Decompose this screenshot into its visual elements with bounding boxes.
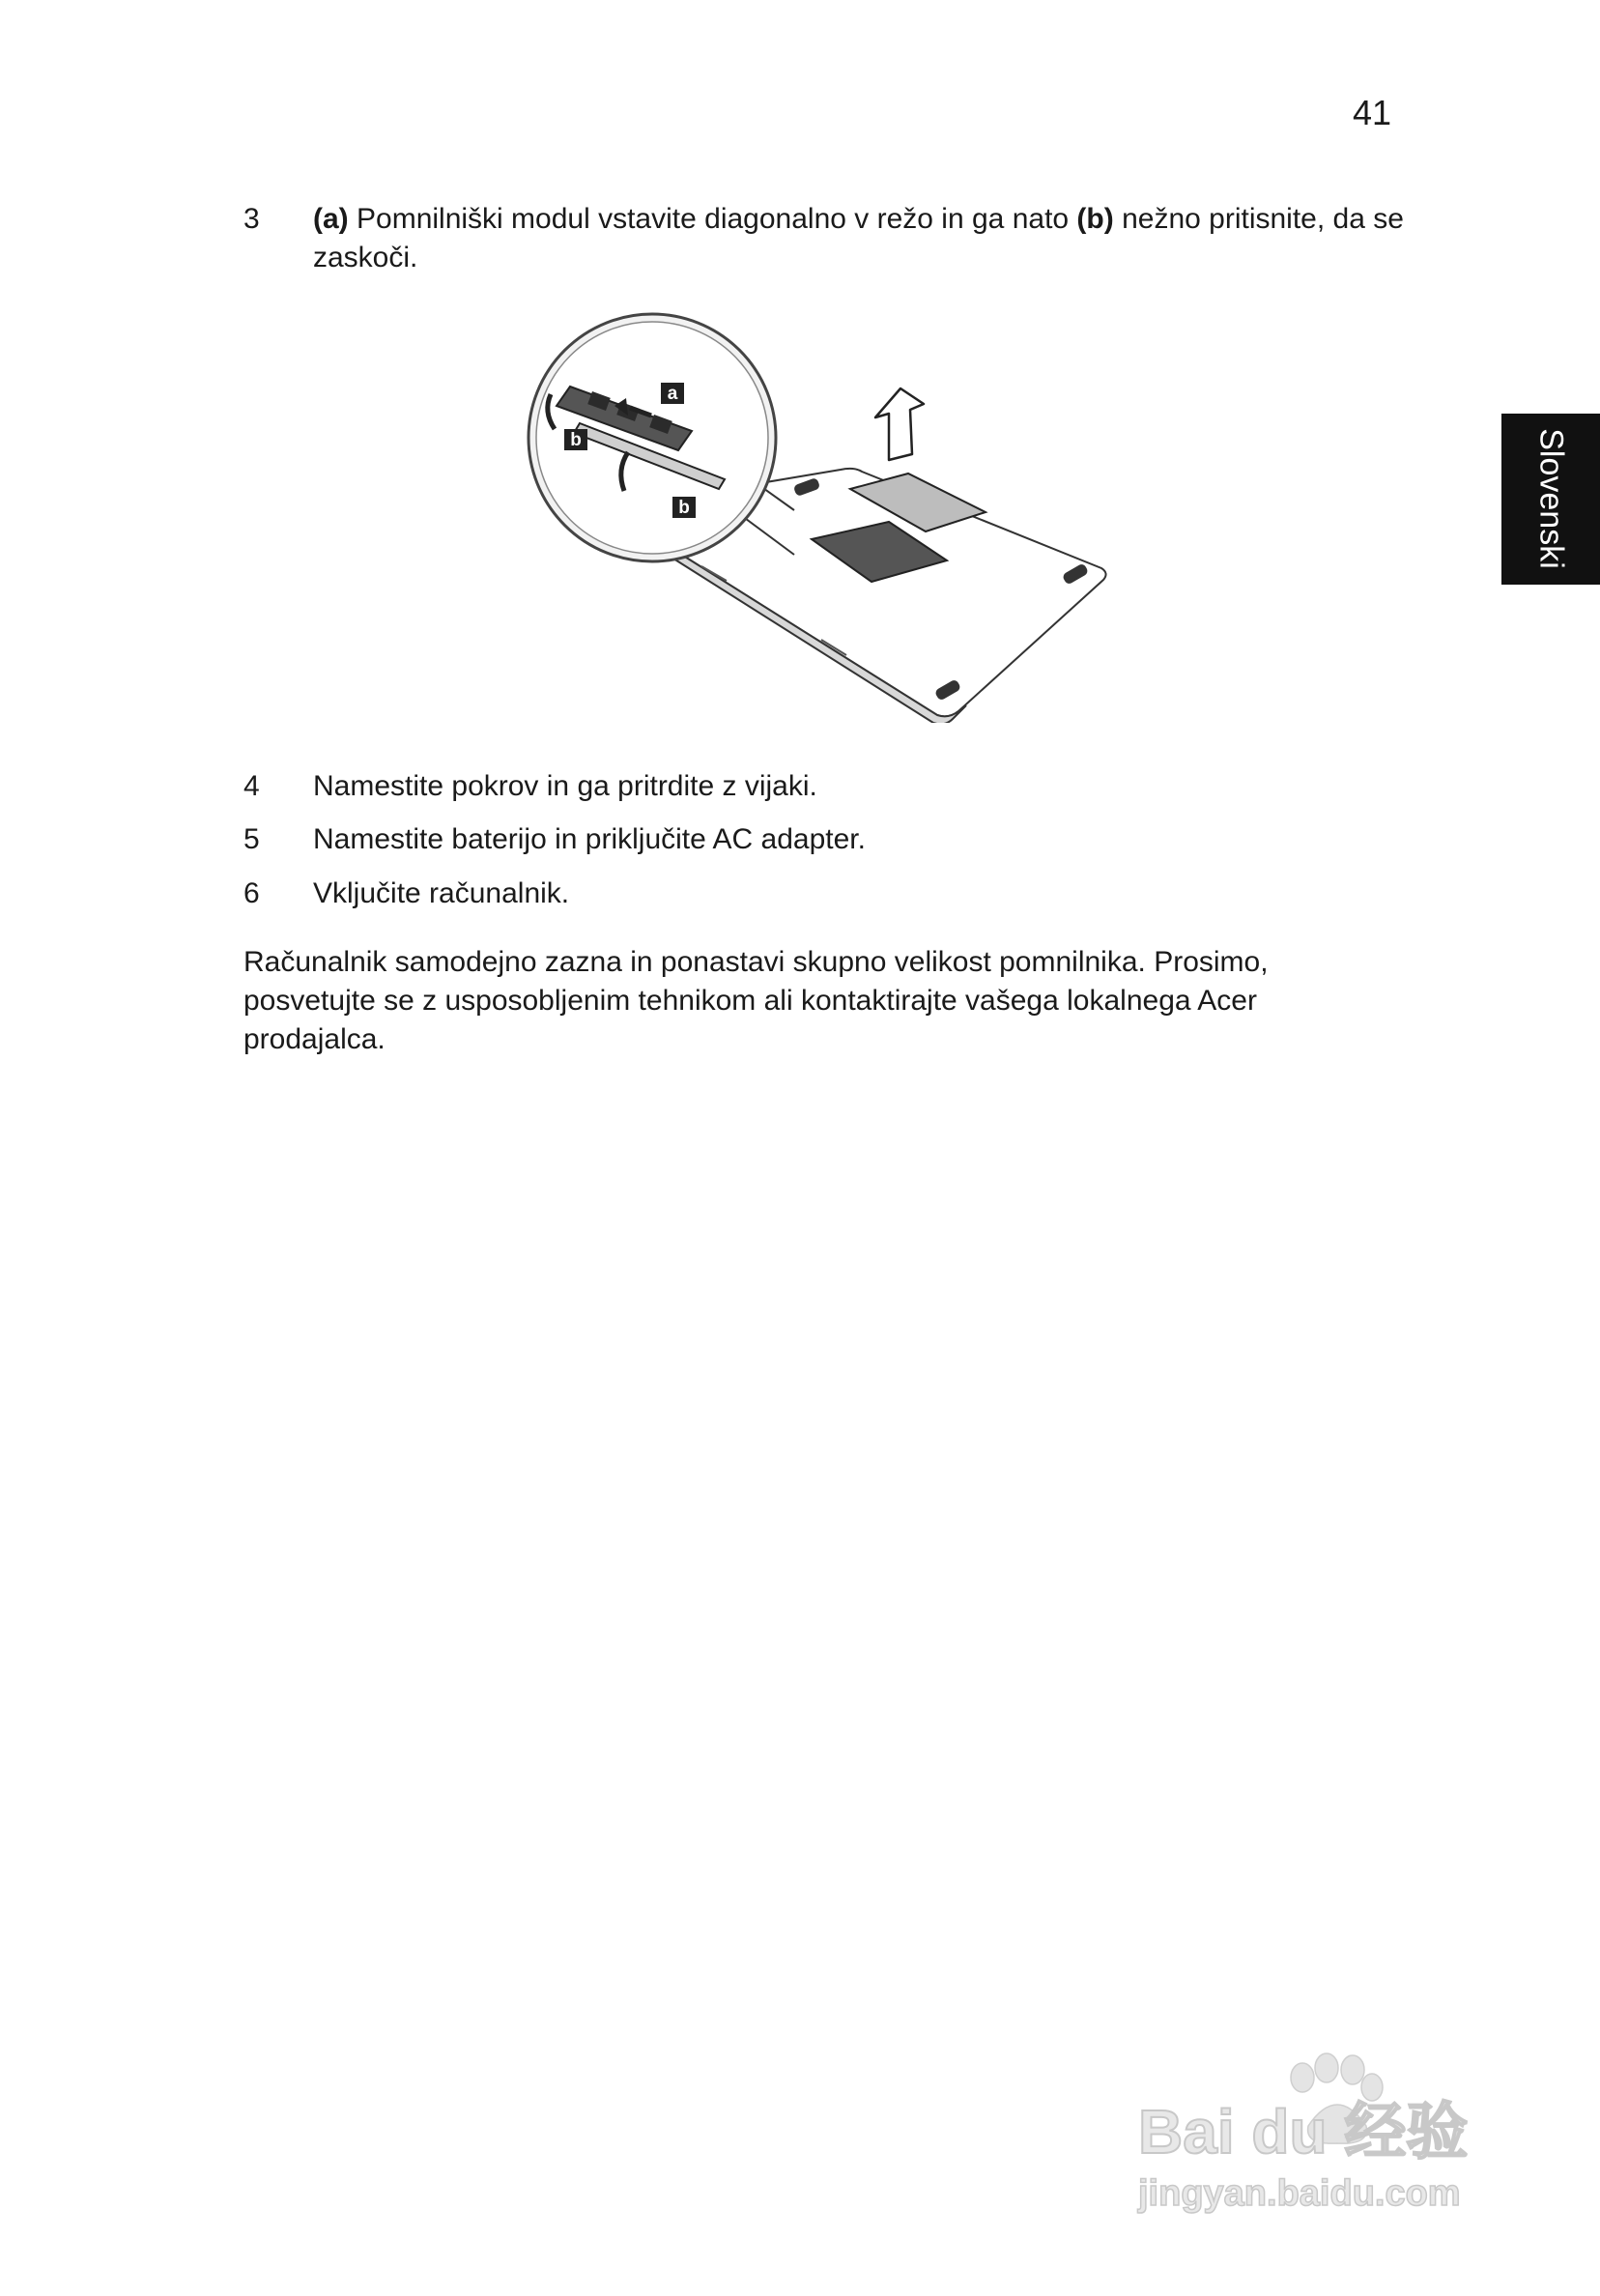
page-number: 41 — [1352, 93, 1391, 132]
step-number: 4 — [243, 770, 260, 802]
callout-b-label: b — [570, 430, 582, 450]
callout-b2-badge — [672, 497, 696, 518]
step-text: Namestite pokrov in ga pritrdite z vijaki. — [313, 770, 817, 802]
part-a-text: Pomnilniški modul vstavite diagonalno v režo in ga nato — [348, 203, 1077, 235]
step-number: 6 — [243, 877, 260, 909]
part-b-text: nežno pritisnite, da se zaskoči. — [313, 203, 1404, 273]
watermark-url: jingyan.baidu.com — [1138, 2173, 1461, 2214]
step-text: Vključite računalnik. — [313, 877, 570, 909]
callout-a-badge — [661, 383, 684, 404]
language-tab — [1501, 414, 1600, 585]
baidu-watermark-logo — [1129, 2039, 1515, 2223]
watermark-brand-text: Bai du 经验 — [1138, 2097, 1469, 2167]
part-b-label: (b) — [1076, 203, 1114, 235]
lift-arrow-icon — [875, 388, 924, 460]
callout-b2-label: b — [678, 498, 690, 518]
callout-a-label: a — [667, 384, 678, 404]
step-number: 5 — [243, 823, 260, 855]
step-text — [313, 200, 1453, 277]
callout-b-badge — [564, 429, 587, 450]
memory-module-illustration — [522, 307, 1111, 723]
language-tab-label: Slovenski — [1532, 428, 1570, 569]
step-3 — [243, 200, 1403, 277]
step-number: 3 — [243, 203, 260, 235]
body-paragraph: Računalnik samodejno zazna in ponastavi skupno velikost pomnilnika. Prosimo, posvetujte se z usposobljenim tehnikom ali kontaktirajte vašega lokalnega Acer prodajalca. — [243, 946, 1269, 1055]
step-text: Namestite baterijo in priključite AC adapter. — [313, 823, 866, 855]
part-a-label: (a) — [313, 203, 349, 235]
